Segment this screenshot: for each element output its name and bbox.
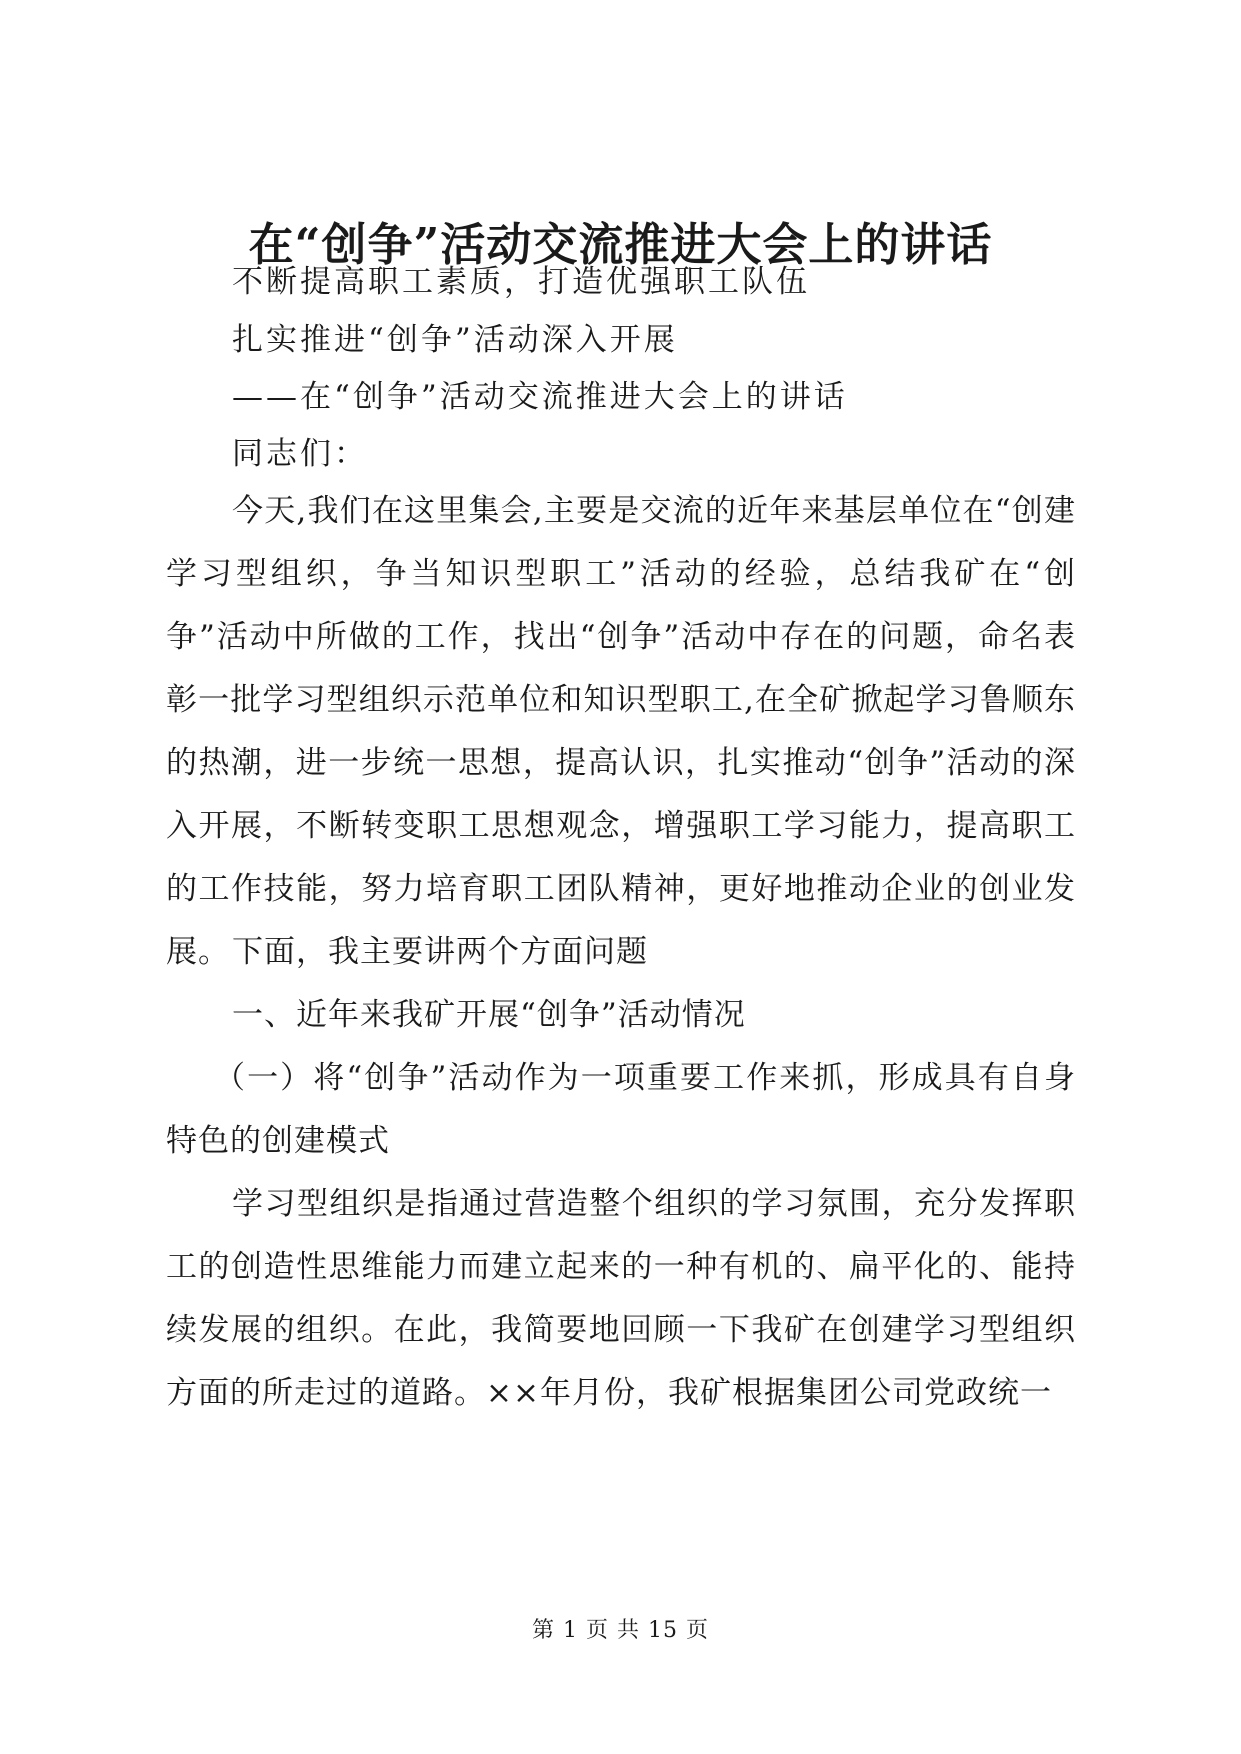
subtitle-2: 扎实推进“创争”活动深入开展 [232, 322, 678, 358]
paragraph-outline: 下面，我主要讲两个方面问题 [232, 934, 648, 970]
salutation: 同志们： [232, 436, 368, 472]
subtitle-1: 不断提高职工素质，打造优强职工队伍 [232, 264, 810, 300]
document-title: 在“创争”活动交流推进大会上的讲话 [248, 218, 993, 271]
page-footer: 第 1 页 共 15 页 [532, 1618, 709, 1643]
paragraph-learning-org: 学习型组织是指通过营造整个组织的学习氛围，充分发挥职工的创造性思维能力而建立起来的一种有机的、扁平化的、能持续发展的组织。在此，我简要地回顾一下我矿在创建学习型组织方面的所走过的道路。××年月份，我矿根据集团公司党政统一 [166, 1186, 1076, 1411]
byline: ——在“创争”活动交流推进大会上的讲话 [232, 379, 848, 415]
paragraph-intro: 今天,我们在这里集会,主要是交流的近年来基层单位在“创建学习型组织，争当知识型职工”活动的经验，总结我矿在“创争”活动中所做的工作，找出“创争”活动中存在的问题，命名表彰一批学习型组织示范单位和知识型职工,在全矿掀起学习鲁顺东的热潮，进一步统一思想，提高认识，扎实推动“创争”活动的深入开展，不断转变职工思想观念，增强职工学习能力，提高职工的工作技能，努力培育职工团队精神，更好地推动企业的创业发展。 [166, 493, 1076, 970]
section-heading-1: 一、近年来我矿开展“创争”活动情况 [232, 997, 746, 1033]
subsection-heading-1: （一）将“创争”活动作为一项重要工作来抓，形成具有自身特色的创建模式 [166, 1060, 1076, 1159]
